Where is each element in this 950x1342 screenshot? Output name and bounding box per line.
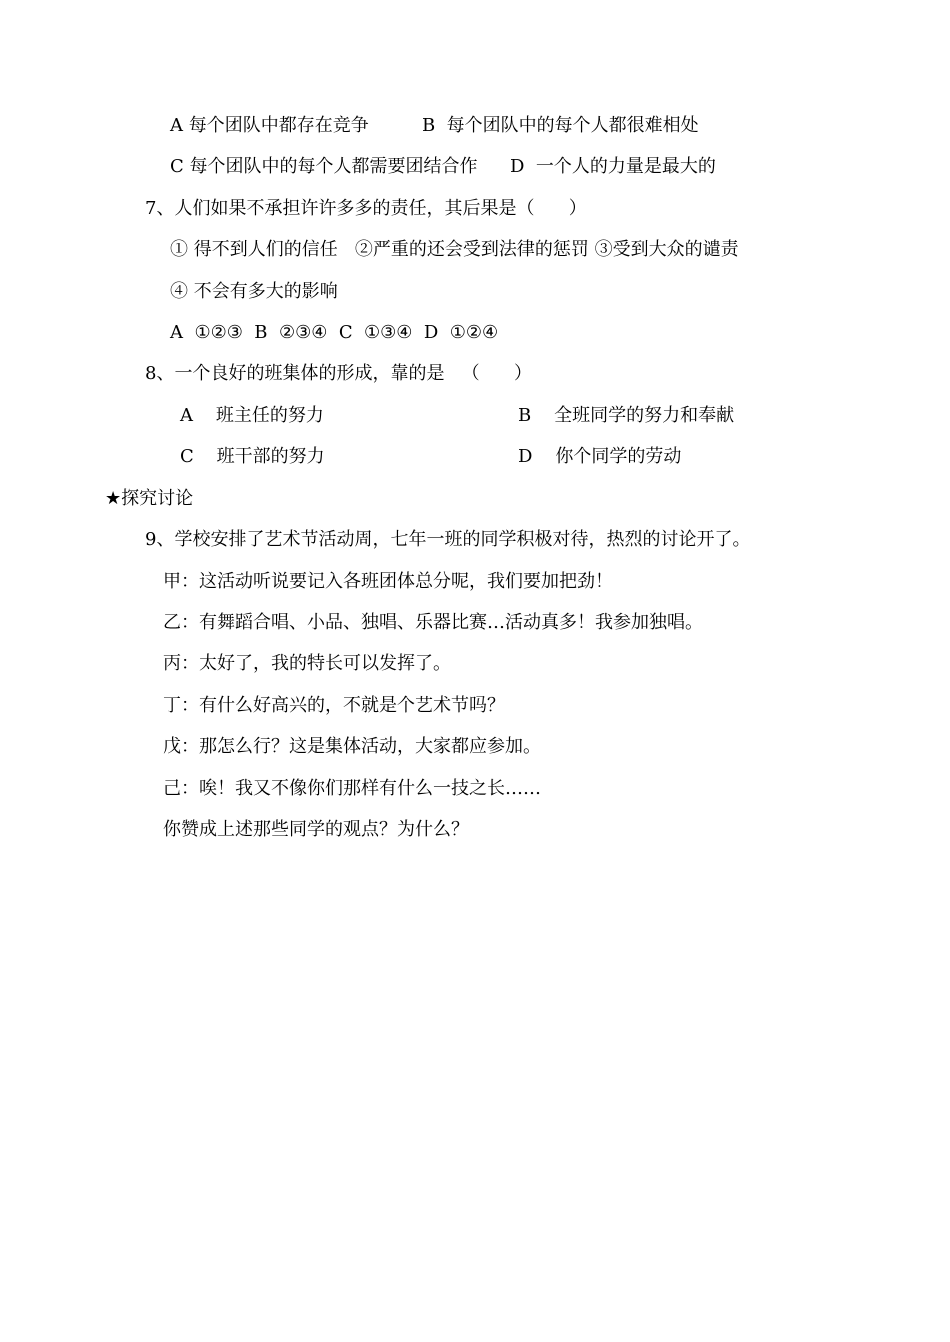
q9-dialog-line: 戊：那怎么行？这是集体活动，大家都应参加。 <box>163 736 541 757</box>
q9-dialog-line: 丙：太好了，我的特长可以发挥了。 <box>163 653 451 674</box>
q9-stem: 9、学校安排了艺术节活动周，七年一班的同学积极对待，热烈的讨论开了。 <box>145 529 751 550</box>
q6-option-b: B 每个团队中的每个人都很难相处 <box>422 115 699 136</box>
section-title: ★探究讨论 <box>105 488 194 509</box>
q6-option-d: D 一个人的力量是最大的 <box>510 156 716 177</box>
q7-stem: 7、人们如果不承担许许多多的责任，其后果是（ ） <box>145 198 587 219</box>
q9-question: 你赞成上述那些同学的观点？为什么？ <box>163 819 469 840</box>
q9-dialog-line: 乙：有舞蹈合唱、小品、独唱、乐器比赛…活动真多！我参加独唱。 <box>163 612 703 633</box>
q8-option-b: B 全班同学的努力和奉献 <box>518 405 735 426</box>
q7-choices: A ①②③ B ②③④ C ①③④ D ①②④ <box>170 322 499 343</box>
q8-option-c: C 班干部的努力 <box>180 446 325 467</box>
q9-dialog-line: 丁：有什么好高兴的，不就是个艺术节吗？ <box>163 695 505 716</box>
q9-dialog-line: 甲：这活动听说要记入各班团体总分呢，我们要加把劲！ <box>163 571 613 592</box>
q7-statements-2: ④ 不会有多大的影响 <box>170 281 338 302</box>
q7-statements-1: ① 得不到人们的信任 ②严重的还会受到法律的惩罚 ③受到大众的谴责 <box>170 239 739 260</box>
q6-option-c: C 每个团队中的每个人都需要团结合作 <box>170 156 478 177</box>
q9-dialog-line: 己：唉！我又不像你们那样有什么一技之长…… <box>163 778 541 799</box>
q6-option-a: A 每个团队中都存在竞争 <box>170 115 369 136</box>
q8-stem: 8、一个良好的班集体的形成，靠的是 （ ） <box>145 363 532 384</box>
q8-option-a: A 班主任的努力 <box>180 405 324 426</box>
q8-option-d: D 你个同学的劳动 <box>518 446 682 467</box>
